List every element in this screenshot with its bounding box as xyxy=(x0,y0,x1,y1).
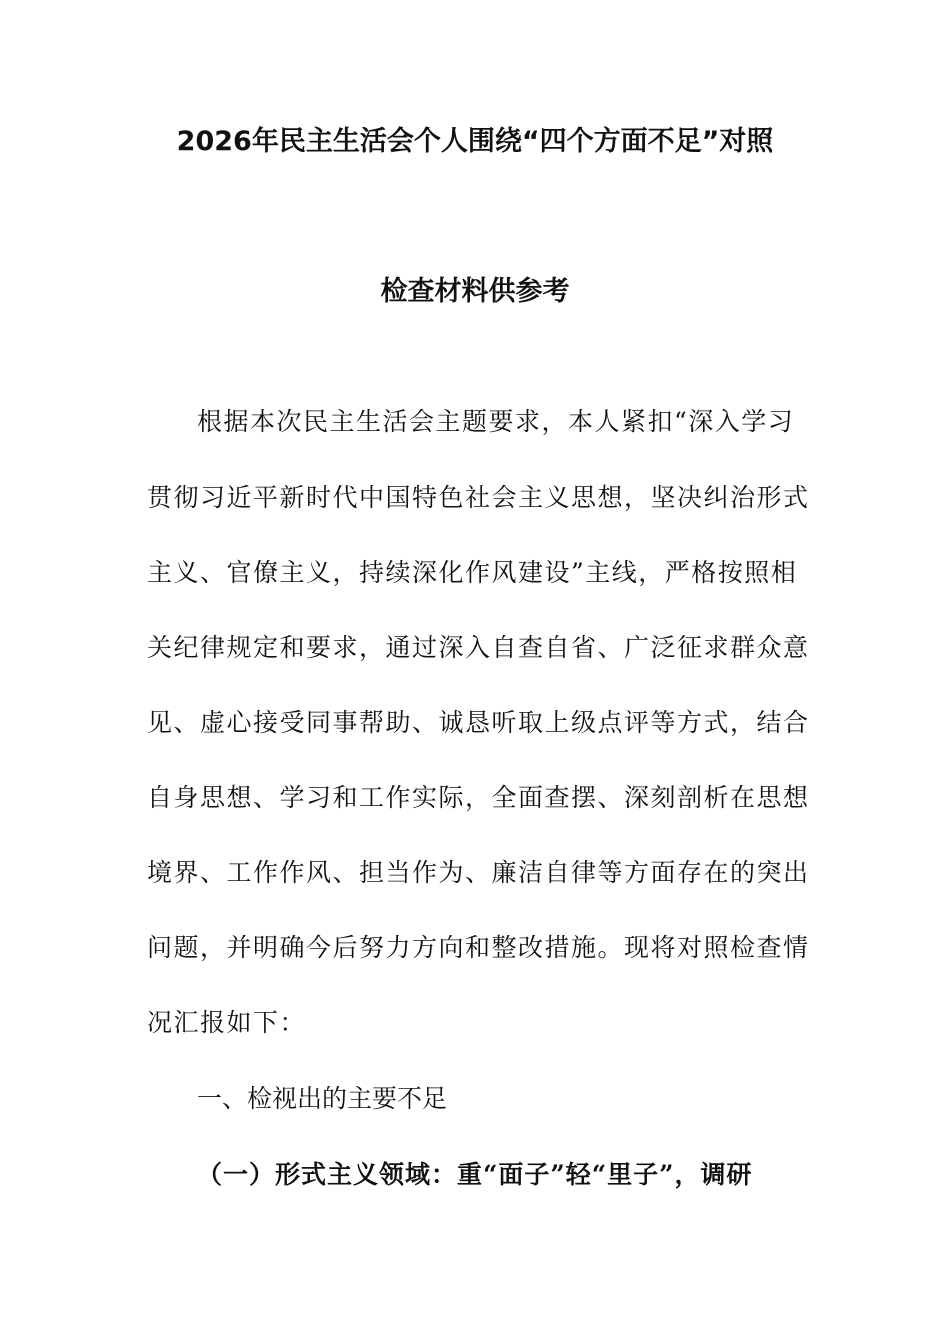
intro-paragraph-line: 问题，并明确今后努力方向和整改措施。现将对照检查情 xyxy=(147,933,810,962)
document-title-line-2: 检查材料供参考 xyxy=(380,276,570,307)
intro-paragraph-line: 见、虚心接受同事帮助、诚恳听取上级点评等方式，结合 xyxy=(147,708,810,737)
intro-paragraph-line: 贯彻习近平新时代中国特色社会主义思想，坚决纠治形式 xyxy=(147,483,810,512)
intro-paragraph-line: 况汇报如下： xyxy=(147,1008,307,1037)
section-heading: 一、检视出的主要不足 xyxy=(197,1084,448,1113)
intro-paragraph-line: 自身思想、学习和工作实际，全面查摆、深刻剖析在思想 xyxy=(147,783,810,812)
intro-paragraph-line: 主义、官僚主义，持续深化作风建设”主线，严格按照相 xyxy=(147,558,798,587)
document-title-line-1: 2026年民主生活会个人围绕“四个方面不足”对照 xyxy=(176,126,774,157)
intro-paragraph-line: 关纪律规定和要求，通过深入自查自省、广泛征求群众意 xyxy=(147,633,810,662)
subsection-heading: （一）形式主义领域：重“面子”轻“里子”，调研 xyxy=(197,1160,753,1189)
intro-paragraph-line: 境界、工作作风、担当作为、廉洁自律等方面存在的突出 xyxy=(147,858,810,887)
intro-paragraph-line: 根据本次民主生活会主题要求，本人紧扣“深入学习 xyxy=(197,407,795,436)
